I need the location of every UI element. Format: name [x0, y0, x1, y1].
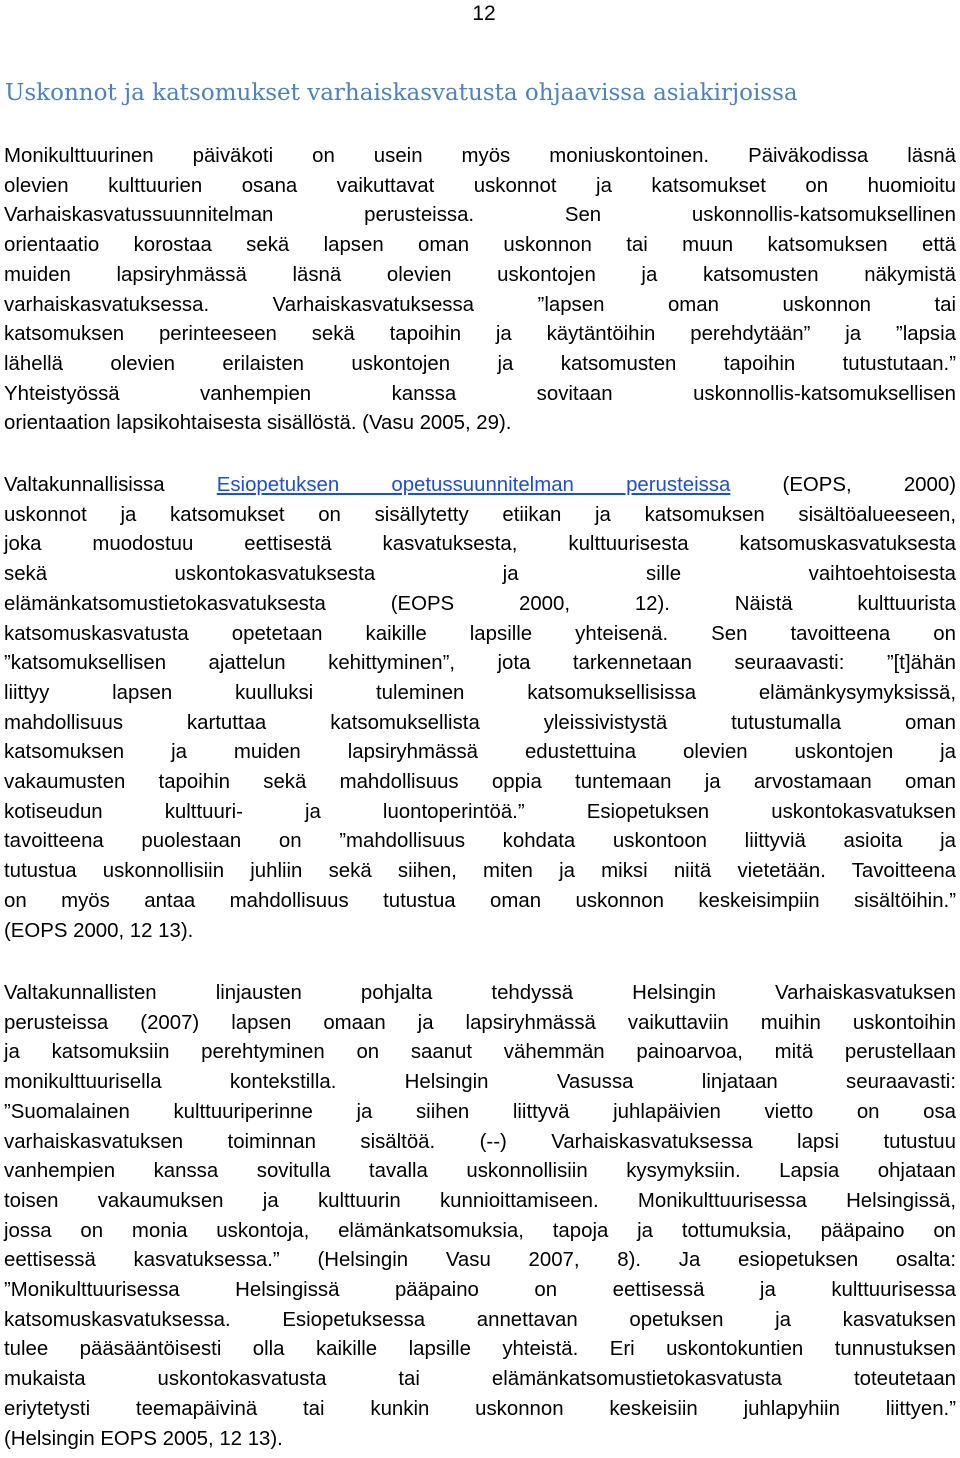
text-line: eriytetysti teemapäivinä tai kunkin uskonnon keskeisiin juhlapyhiin liittyen.”	[4, 1397, 956, 1420]
text-line: tavoitteena puolestaan on ”mahdollisuus kohdata uskontoon liittyviä asioita ja	[4, 830, 956, 853]
text-line: orientaation lapsikohtaisesta sisällöstä. (Vasu 2005, 29).	[4, 412, 512, 435]
text-line: monikulttuurisella kontekstilla. Helsingin Vasussa linjataan seuraavasti:	[4, 1071, 956, 1094]
text-line: elämänkatsomustietokasvatuksesta (EOPS 2000, 12). Näistä kulttuurista	[4, 592, 956, 615]
text-line: eettisessä kasvatuksessa.” (Helsingin Vasu 2007, 8). Ja esiopetuksen osalta:	[4, 1249, 956, 1272]
text-line: ”katsomuksellisen ajattelun kehittyminen”, jota tarkennetaan seuraavasti: ”[t]ähän	[4, 652, 956, 675]
text-line: liittyy lapsen kuulluksi tuleminen katsomuksellisissa elämänkysymyksissä,	[4, 681, 956, 704]
text-line: katsomuksen ja muiden lapsiryhmässä edustettuina olevien uskontojen ja	[4, 741, 956, 764]
text-line: vanhempien kanssa sovitulla tavalla uskonnollisiin kysymyksiin. Lapsia ohjataan	[4, 1160, 956, 1183]
text-line: kotiseudun kulttuuri- ja luontoperintöä.” Esiopetuksen uskontokasvatuksen	[4, 800, 956, 823]
text-line: varhaiskasvatuksessa. Varhaiskasvatuksessa ”lapsen oman uskonnon tai	[4, 293, 956, 316]
eops-link[interactable]: Esiopetuksen opetussuunnitelman perusteissa	[216, 474, 731, 496]
text-line: lähellä olevien erilaisten uskontojen ja katsomusten tapoihin tutustutaan.”	[4, 352, 956, 375]
text-line: joka muodostuu eettisestä kasvatuksesta, kulttuurisesta katsomuskasvatuksesta	[4, 533, 956, 556]
text-line: perusteissa (2007) lapsen omaan ja lapsiryhmässä vaikuttaviin muihin uskontoihin	[4, 1011, 956, 1034]
text-line: olevien kulttuurien osana vaikuttavat uskonnot ja katsomukset on huomioitu	[4, 174, 956, 197]
text-line: katsomuksen perinteeseen sekä tapoihin ja käytäntöihin perehdytään” ja ”lapsia	[4, 323, 956, 346]
text-line: on myös antaa mahdollisuus tutustua oman uskonnon keskeisimpiin sisältöihin.”	[4, 889, 956, 912]
text-line: ja katsomuksiin perehtyminen on saanut vähemmän painoarvoa, mitä perustellaan	[4, 1041, 956, 1064]
text-line: tutustua uskonnollisiin juhliin sekä siihen, miten ja miksi niitä vietetään. Tavoitteena	[4, 860, 956, 883]
text-fragment: Valtakunnallisissa	[4, 474, 165, 496]
text-line: mukaista uskontokasvatusta tai elämänkatsomustietokasvatusta toteutetaan	[4, 1368, 956, 1391]
paragraph-2	[4, 471, 956, 946]
text-line: katsomuskasvatuksessa. Esiopetuksessa annettavan opetuksen ja kasvatuksen	[4, 1308, 956, 1331]
text-line	[4, 471, 956, 501]
text-line: Monikulttuurinen päiväkoti on usein myös moniuskontoinen. Päiväkodissa läsnä	[4, 145, 956, 167]
section-heading: Uskonnot ja katsomukset varhaiskasvatusta ohjaavissa asiakirjoissa	[5, 80, 798, 106]
text-line: jossa on monia uskontoja, elämänkatsomuksia, tapoja ja tottumuksia, pääpaino on	[4, 1219, 956, 1242]
text-line: sekä uskontokasvatuksesta ja sille vaihtoehtoisesta	[4, 563, 956, 586]
text-line: tulee pääsääntöisesti olla kaikille lapsille yhteistä. Eri uskontokuntien tunnustuksen	[4, 1338, 956, 1361]
text-fragment: (EOPS, 2000)	[782, 474, 956, 496]
text-line: Varhaiskasvatussuunnitelman perusteissa. Sen uskonnollis-katsomuksellinen	[4, 204, 956, 227]
text-line: mahdollisuus kartuttaa katsomuksellista yleissivistystä tutustumalla oman	[4, 711, 956, 734]
text-line: orientaatio korostaa sekä lapsen oman uskonnon tai muun katsomuksen että	[4, 234, 956, 257]
paragraph-1	[4, 142, 956, 439]
text-line: (Helsingin EOPS 2005, 12 13).	[4, 1427, 283, 1450]
page-number: 12	[472, 2, 496, 25]
text-line: Yhteistyössä vanhempien kanssa sovitaan uskonnollis-katsomuksellisen	[4, 382, 956, 405]
text-line: ”Monikulttuurisessa Helsingissä pääpaino on eettisessä ja kulttuurisessa	[4, 1279, 956, 1302]
paragraph-3	[4, 979, 956, 1454]
text-line: vakaumusten tapoihin sekä mahdollisuus oppia tuntemaan ja arvostamaan oman	[4, 771, 956, 794]
text-line: muiden lapsiryhmässä läsnä olevien uskontojen ja katsomusten näkymistä	[4, 263, 956, 286]
text-line: ”Suomalainen kulttuuriperinne ja siihen liittyvä juhlapäivien vietto on osa	[4, 1100, 956, 1123]
text-line: Valtakunnallisten linjausten pohjalta tehdyssä Helsingin Varhaiskasvatuksen	[4, 982, 956, 1004]
text-line: katsomuskasvatusta opetetaan kaikille lapsille yhteisenä. Sen tavoitteena on	[4, 622, 956, 645]
text-line: uskonnot ja katsomukset on sisällytetty etiikan ja katsomuksen sisältöalueeseen,	[4, 503, 956, 526]
text-line: (EOPS 2000, 12 13).	[4, 919, 194, 942]
text-line: toisen vakaumuksen ja kulttuurin kunnioittamiseen. Monikulttuurisessa Helsingissä,	[4, 1189, 956, 1212]
text-line: varhaiskasvatuksen toiminnan sisältöä. (--) Varhaiskasvatuksessa lapsi tutustuu	[4, 1130, 956, 1153]
